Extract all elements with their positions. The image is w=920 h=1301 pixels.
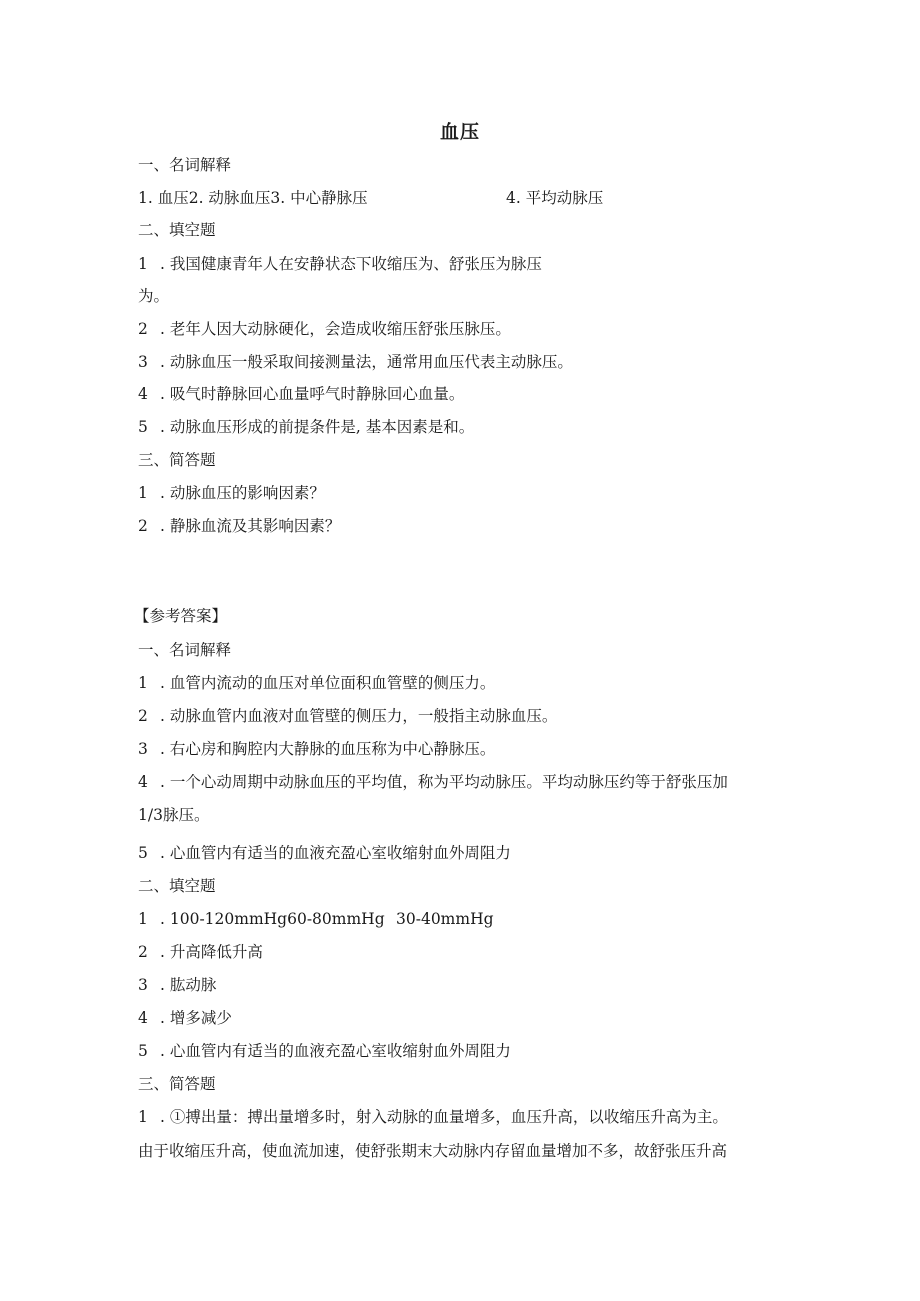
list-item — [138, 417, 474, 437]
item-number: 4 — [138, 385, 148, 403]
list-item — [138, 843, 511, 863]
item-number: 2 — [138, 320, 148, 338]
item-number: 5 — [138, 418, 148, 436]
item-text: . 我国健康青年人在安静状态下收缩压为、舒张压为脉压 — [160, 255, 542, 273]
list-item — [138, 673, 495, 693]
list-item — [138, 942, 263, 962]
list-item — [138, 739, 495, 759]
list-item — [138, 352, 573, 372]
list-item-continued: 为。 — [138, 287, 170, 305]
item-number: 1 — [138, 484, 148, 502]
list-item-continued: 1/3脉压。 — [138, 806, 210, 824]
page-title: 血压 — [439, 121, 480, 143]
section-heading-terms: 一、名词解释 — [138, 156, 232, 174]
item-text: . 动脉血压一般采取间接测量法，通常用血压代表主动脉压。 — [160, 353, 573, 371]
terms-list-part-a: 1. 血压2. 动脉血压3. 中心静脉压 — [138, 189, 368, 207]
item-number: 1 — [138, 674, 148, 692]
list-item — [138, 1041, 511, 1061]
list-item — [138, 975, 216, 995]
terms-list — [138, 188, 368, 208]
item-text: . 增多减少 — [160, 1009, 232, 1027]
terms-list-part-b: 4. 平均动脉压 — [506, 189, 604, 207]
answers-section-heading-terms: 一、名词解释 — [138, 641, 232, 659]
item-number: 3 — [138, 353, 148, 371]
item-text: . 动脉血管内血液对血管壁的侧压力，一般指主动脉血压。 — [160, 707, 558, 725]
item-number: 2 — [138, 943, 148, 961]
list-item — [138, 909, 385, 929]
section-heading-fill: 二、填空题 — [138, 221, 216, 239]
item-text: . 动脉血压的影响因素？ — [160, 484, 325, 502]
list-item — [138, 1008, 232, 1028]
item-number: 2 — [138, 707, 148, 725]
item-number: 4 — [138, 1009, 148, 1027]
list-item — [138, 384, 464, 404]
item-number: 4 — [138, 773, 148, 791]
item-text: . 老年人因大动脉硬化，会造成收缩压舒张压脉压。 — [160, 320, 511, 338]
answers-heading: 【参考答案】 — [134, 607, 228, 625]
answers-section-heading-short: 三、简答题 — [138, 1075, 216, 1093]
list-item — [138, 254, 542, 274]
item-number: 3 — [138, 976, 148, 994]
item-text: . 右心房和胸腔内大静脉的血压称为中心静脉压。 — [160, 740, 496, 758]
item-number: 1 — [138, 255, 148, 273]
item-number: 2 — [138, 517, 148, 535]
item-text: . ①搏出量：搏出量增多时，射入动脉的血量增多，血压升高，以收缩压升高为主。 — [160, 1108, 728, 1126]
list-item — [138, 772, 728, 792]
list-item — [138, 516, 340, 536]
item-number: 5 — [138, 1042, 148, 1060]
list-item-continued: 由于收缩压升高，使血流加速，使舒张期末大动脉内存留血量增加不多，故舒张压升高 — [138, 1142, 728, 1160]
item-text: . 动脉血压形成的前提条件是, 基本因素是和。 — [160, 418, 475, 436]
item-text: . 吸气时静脉回心血量呼气时静脉回心血量。 — [160, 385, 465, 403]
section-heading-short: 三、简答题 — [138, 451, 216, 469]
item-number: 1 — [138, 910, 148, 928]
item-number: 5 — [138, 844, 148, 862]
list-item — [138, 483, 325, 503]
item-text: . 100-120mmHg60-80mmHg — [160, 910, 385, 928]
item-text: . 血管内流动的血压对单位面积血管壁的侧压力。 — [160, 674, 496, 692]
item-number: 3 — [138, 740, 148, 758]
list-item — [138, 319, 511, 339]
list-item — [138, 1107, 728, 1127]
item-text: . 心血管内有适当的血液充盈心室收缩射血外周阻力 — [160, 844, 511, 862]
item-text: . 一个心动周期中动脉血压的平均值，称为平均动脉压。平均动脉压约等于舒张压加 — [160, 773, 728, 791]
item-text: . 静脉血流及其影响因素？ — [160, 517, 341, 535]
item-text: . 心血管内有适当的血液充盈心室收缩射血外周阻力 — [160, 1042, 511, 1060]
list-item — [138, 706, 557, 726]
item-text: . 升高降低升高 — [160, 943, 263, 961]
answers-section-heading-fill: 二、填空题 — [138, 877, 216, 895]
item-text: . 肱动脉 — [160, 976, 217, 994]
item-extra-value: 30-40mmHg — [396, 910, 494, 928]
item-number: 1 — [138, 1108, 148, 1126]
